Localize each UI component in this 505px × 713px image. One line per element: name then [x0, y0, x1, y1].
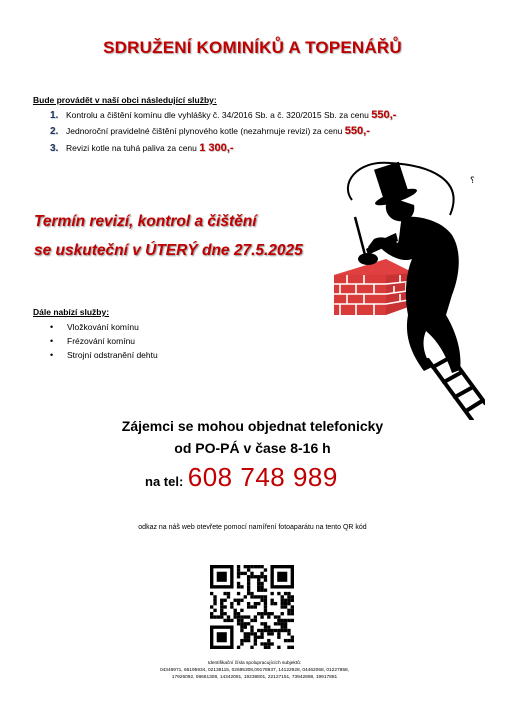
phone-label: na tel: [145, 474, 184, 489]
service-price: 550,- [344, 125, 370, 137]
service-item-3 [50, 143, 234, 154]
services-heading: Bude provádět v naší obci následující služby: [33, 95, 217, 105]
extra-service-label: Frézování komínu [67, 336, 136, 346]
service-number: 3. [50, 143, 59, 154]
bullet-icon: • [50, 322, 54, 332]
service-text: Kontrolu a čištění komínu dle vyhlášky č. 34/2016 Sb. a č. 320/2015 Sb. za cenu [66, 110, 372, 120]
extra-service-label: Vložkování komínu [67, 322, 139, 332]
phone-number[interactable]: 608 748 989 [187, 462, 338, 492]
service-text: Revizi kotle na tuhá paliva za cenu [66, 143, 200, 153]
termin-line-1: Termín revizí, kontrol a čištění [34, 213, 257, 230]
brick-chimney-icon [334, 259, 414, 315]
page-title: SDRUŽENÍ KOMINÍKŮ A TOPENÁŘŮ [103, 38, 402, 57]
service-item-1 [50, 110, 396, 121]
order-line-2: od PO-PÁ v čase 8-16 h [174, 440, 331, 456]
svg-text:⸮: ⸮ [470, 176, 475, 186]
termin-line-2: se uskuteční v ÚTERÝ dne 27.5.2025 [34, 242, 303, 259]
order-line-1: Zájemci se mohou objednat telefonicky [121, 418, 384, 434]
phone-block [145, 462, 338, 493]
bullet-icon: • [50, 336, 54, 346]
qr-code-icon[interactable] [210, 565, 294, 649]
service-text: Jednoroční pravidelné čištění plynového kotle (nezahrnuje revizi) za cenu [66, 126, 345, 136]
service-number: 1. [50, 110, 59, 121]
partner-ids-line: 17926092, 08661308, 14342081, 19238801, 22127151, 73942898, 19917881 [171, 675, 338, 681]
qr-note: odkaz na náš web otevřete pomocí namíření fotoaparátu na tento QR kód [138, 524, 367, 531]
extra-service-item [50, 350, 158, 360]
service-price: 550,- [371, 109, 397, 121]
partner-ids-line: 04346971, 66195934, 02138115, 02695308,09178937, 14122928, 04462068, 01227858, [159, 668, 350, 674]
extra-service-label: Strojní odstranění dehtu [67, 350, 158, 360]
service-item-2 [50, 126, 370, 137]
service-price: 1 300,- [199, 142, 234, 154]
chimney-sweep-silhouette-icon [320, 155, 485, 420]
extra-service-item [50, 336, 135, 346]
partner-ids-heading: Identifikační čísla spolupracujících subjektů: [207, 661, 302, 666]
extra-services-heading: Dále nabízí služby: [33, 307, 110, 317]
extra-service-item [50, 322, 139, 332]
bullet-icon: • [50, 350, 54, 360]
partner-ids [112, 660, 397, 682]
service-number: 2. [50, 126, 59, 137]
